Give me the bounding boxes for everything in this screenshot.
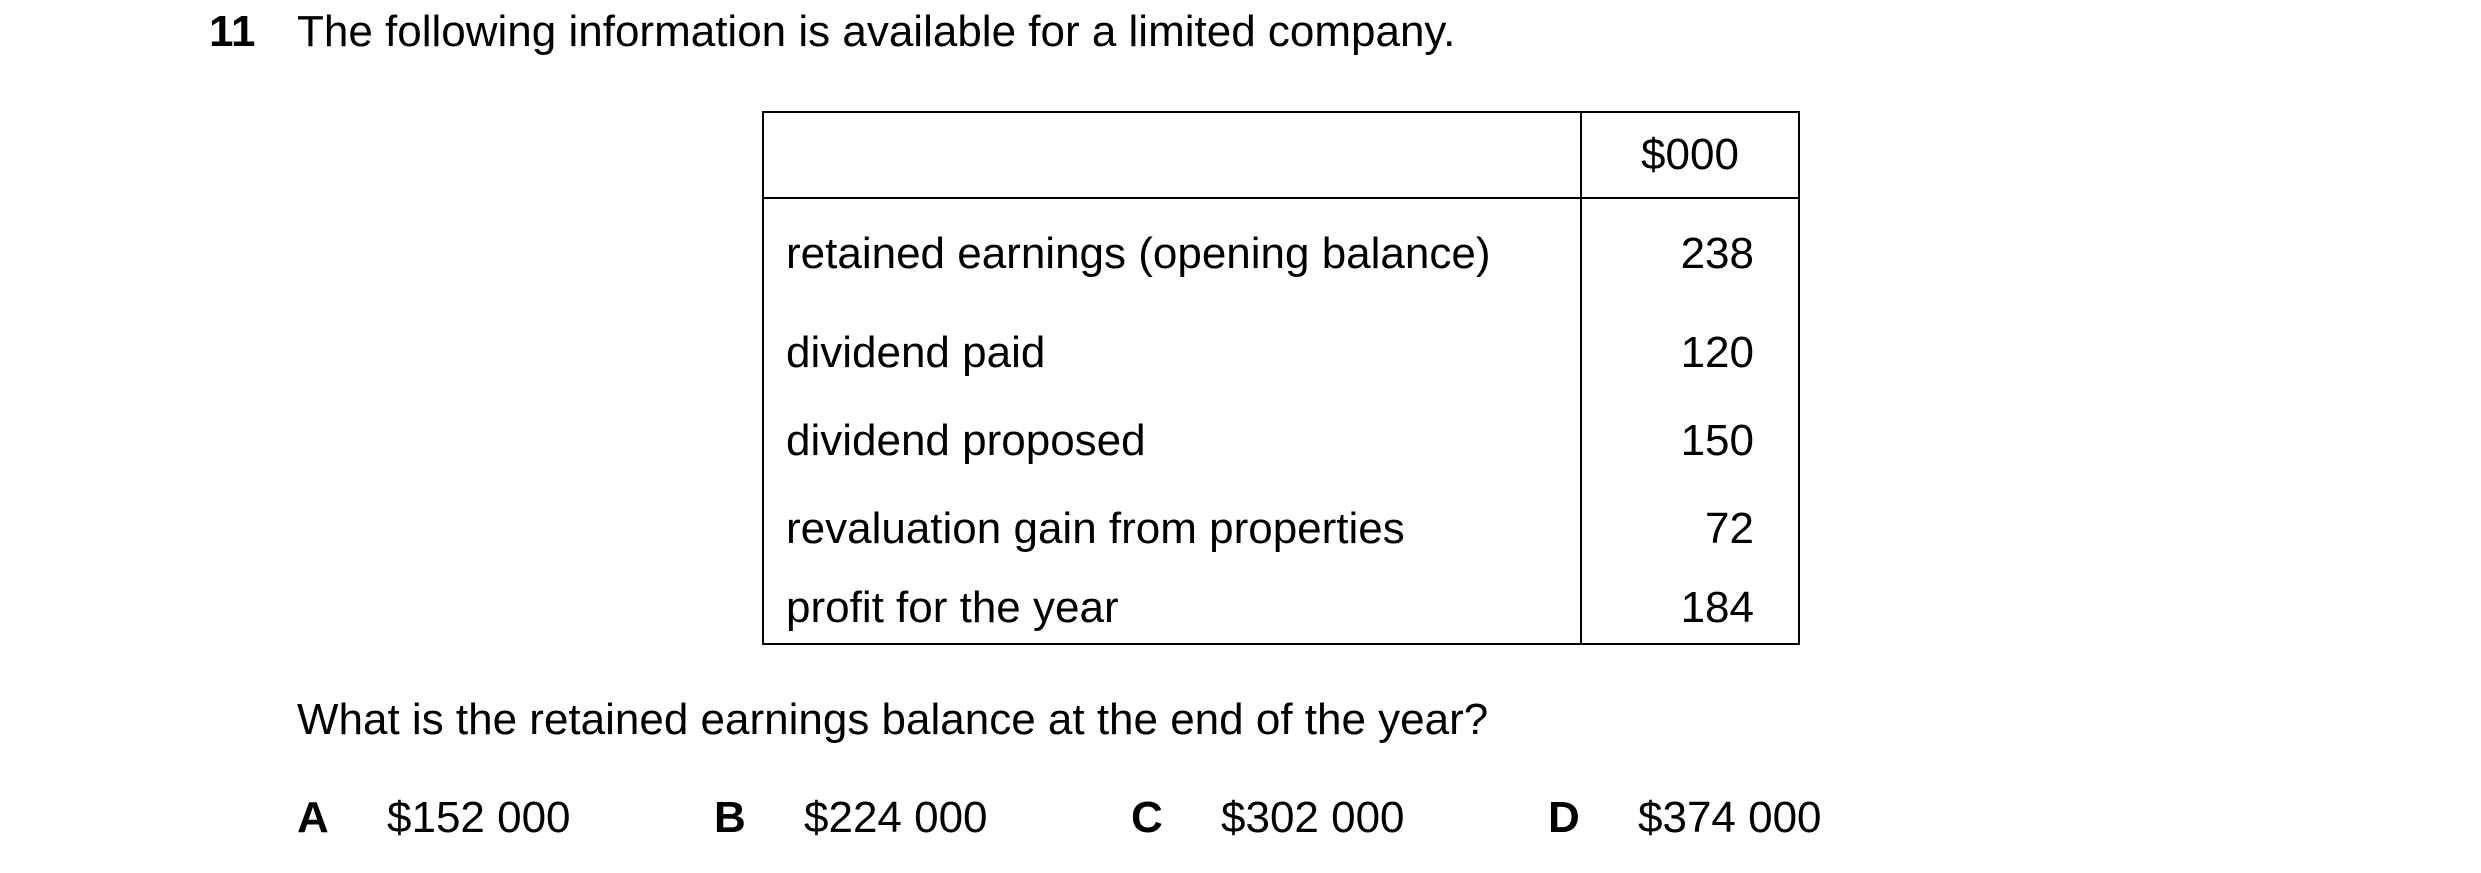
row-label: revaluation gain from properties — [763, 485, 1581, 573]
question-number: 11 — [209, 7, 256, 56]
question-stem: The following information is available for a limited company. — [297, 7, 1456, 56]
row-label: profit for the year — [763, 573, 1581, 644]
table-row — [763, 485, 1799, 573]
option-letter: C — [1131, 793, 1163, 842]
row-amount: 150 — [1581, 397, 1799, 485]
table-row — [763, 573, 1799, 644]
table-header-row — [763, 112, 1799, 198]
header-blank-cell — [763, 112, 1581, 198]
option-letter: B — [714, 793, 746, 842]
row-amount: 120 — [1581, 309, 1799, 397]
header-amount-cell: $000 — [1581, 112, 1799, 198]
table-row — [763, 397, 1799, 485]
option-letter: D — [1548, 793, 1580, 842]
row-label: dividend paid — [763, 309, 1581, 397]
option-value: $374 000 — [1638, 793, 1822, 842]
row-amount: 72 — [1581, 485, 1799, 573]
option-value: $152 000 — [387, 793, 571, 842]
option-value: $224 000 — [804, 793, 988, 842]
table-row — [763, 309, 1799, 397]
row-label: dividend proposed — [763, 397, 1581, 485]
row-amount: 238 — [1581, 198, 1799, 309]
option-letter: A — [297, 793, 329, 842]
row-label: retained earnings (opening balance) — [763, 198, 1581, 309]
information-table — [762, 111, 1800, 645]
row-amount: 184 — [1581, 573, 1799, 644]
option-value: $302 000 — [1221, 793, 1405, 842]
question-prompt: What is the retained earnings balance at the end of the year? — [297, 695, 1489, 744]
table-row — [763, 198, 1799, 309]
